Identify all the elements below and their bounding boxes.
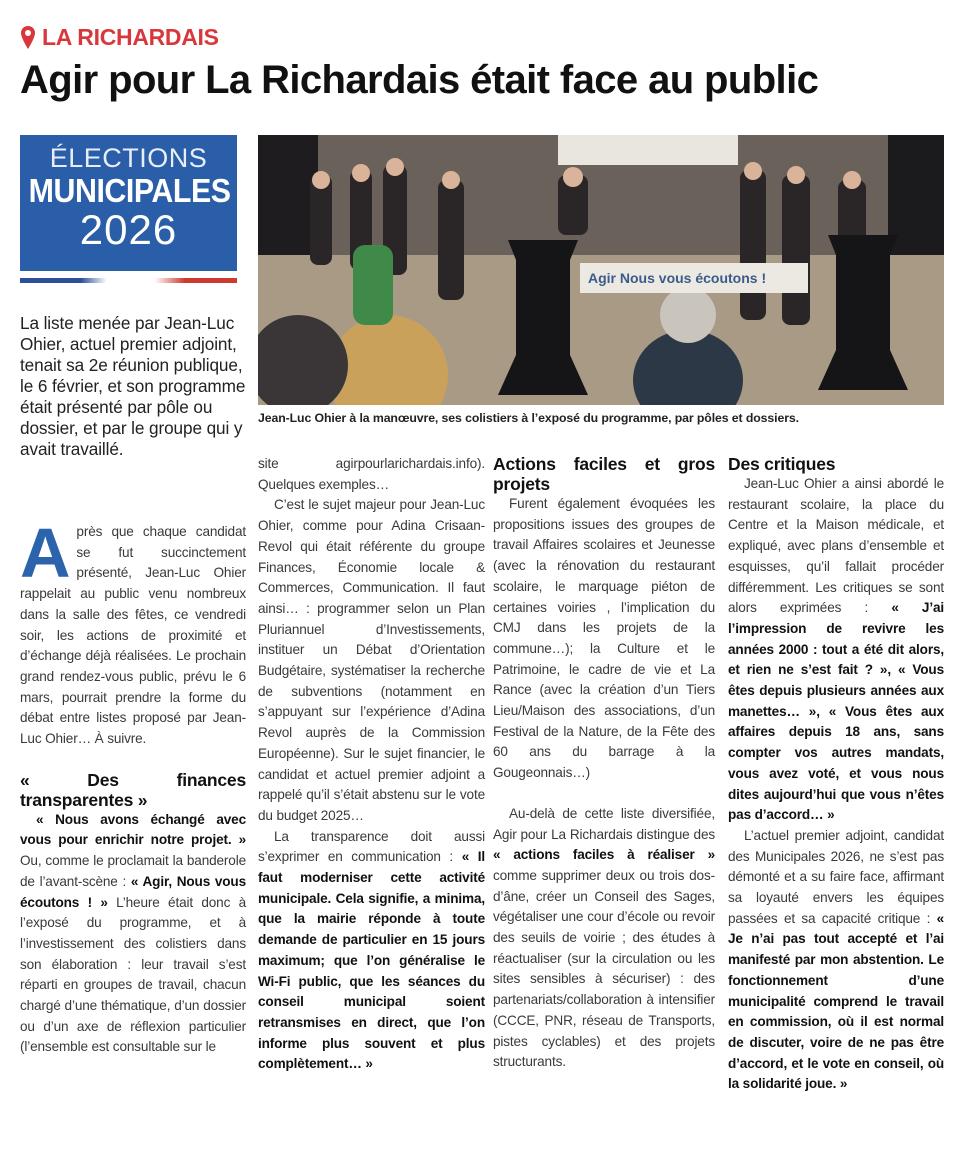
body-paragraph (20, 810, 246, 1058)
body-text: La transparence doit aussi s’exprimer en communication : (258, 828, 485, 865)
map-pin-icon (20, 25, 36, 50)
body-text: L’actuel premier adjoint, candidat des Municipales 2026, ne s’est pas démonté et a su faire face, affirmant sa loyauté envers les équipes passées et sa capacité critique : (728, 827, 944, 926)
article-lead: La liste menée par Jean-Luc Ohier, actuel premier adjoint, tenait sa 2e réunion publique, le 6 février, et son programme était présenté par pôle ou dossier, et par le groupe qui y avait travaillé. (20, 313, 246, 459)
body-text: comme supprimer deux ou trois dos-d’âne, créer un Conseil des Sages, végétaliser une cour d’école ou revoir des seuils de voirie ; des études à réactualiser (sur la circulation ou les sites sensibles à sécuriser) : des partenariats/collaboration à intensifier (CCCE, PNR, réseau de Transports, pistes cyclables) et des projets structurants. (493, 867, 715, 1070)
quote-text: « J’ai l’impression de revivre les années 2000 : tout a été dit alors, et rien ne s’est fait ? », « Vous êtes depuis plusieurs années aux manettes… », « Vous êtes aux affaires depuis 18 ans, sans compter vos autres mandats, vous avez voté, et vous nous dites aujourd’hui que vous n’êtes pas d’accord… » (728, 600, 944, 823)
badge-line1: ÉLECTIONS (49, 143, 208, 173)
section-heading: « Des finances transparentes » (20, 769, 246, 810)
article-column-4 (728, 454, 944, 1095)
article-column-2 (258, 454, 485, 1075)
body-paragraph (258, 495, 485, 826)
quote-text: « Nous avons échangé avec vous pour enrichir notre projet. » (20, 811, 246, 848)
quote-text: « Il faut moderniser cette activité municipale. Cela signifie, a minima, que la mairie réponde à toute demande de particulier en 15 jours maximum; que l’on généralise le Wi-Fi public, que les séances du conseil municipal soient retransmises en direct, que l’on informe plus souvent et plus complètement… » (258, 849, 485, 1072)
paragraph-spacer (493, 784, 715, 804)
photo-caption: Jean-Luc Ohier à la manœuvre, ses colistiers à l’exposé du programme, par pôles et dossiers. (258, 411, 799, 425)
section-heading: Des critiques (728, 454, 836, 474)
headline: Agir pour La Richardais était face au public (20, 58, 819, 102)
quote-text: « Je n’ai pas tout accepté et l’ai manifesté par mon abstention. Le fonctionnement d’une municipalité comprend le travail en commission, où il est normal de discuter, voire de ne pas être d’accord, et le vote en conseil, où la solidarité joue. » (728, 910, 944, 1092)
body-text: Au-delà de cette liste diversifiée, Agir pour La Richardais distingue des (493, 805, 715, 842)
meeting-photo-illustration (258, 135, 944, 405)
body-paragraph (20, 514, 246, 750)
body-text: L’heure était donc à l’exposé du programme, et à l’investissement des colistiers dans son élaboration : leur travail s’est réparti en groupes de travail, chacun chargé d’une thématique, d’un dossier ou d’un axe de réflexion particulier (l’ensemble est consultable sur le (20, 894, 246, 1055)
article-column-3 (493, 454, 715, 1073)
quote-text: « Agir, Nous vous écoutons ! » (20, 873, 246, 910)
badge-line3: 2026 (79, 206, 178, 253)
badge-line2: MUNICIPALES (28, 172, 231, 209)
body-paragraph (493, 494, 715, 784)
body-paragraph (493, 804, 715, 1073)
section-kicker (20, 24, 219, 51)
body-paragraph (728, 474, 944, 826)
article-photo (258, 135, 944, 405)
article-column-1 (20, 514, 246, 1058)
drop-cap: A (20, 514, 71, 592)
tricolor-stripe (20, 278, 237, 283)
body-text: site agirpourlarichardais.info). Quelques exemples… (258, 456, 485, 492)
quote-text: « actions faciles à réaliser » (493, 847, 715, 863)
body-paragraph (728, 826, 944, 1095)
paragraph-spacer (20, 750, 246, 770)
banner-text: Agir Nous vous écoutons ! (588, 270, 767, 286)
body-text: Ou, comme le proclamait la banderole de l’avant-scène : (20, 853, 246, 889)
section-heading: Actions faciles et gros projets (493, 454, 715, 494)
body-text: près que chaque candidat se fut succinctement présenté, Jean-Luc Ohier rappelait au public venu nombreux dans la salle des fêtes, ce vendredi soir, les actions de proximité et d’échange déjà réalisées. Le prochain grand rendez-vous public, prévu le 6 mars, pourrait prendre la forme du débat entre listes proposé par Jean-Luc Ohier… À suivre. (20, 524, 246, 747)
body-text: Furent également évoquées les propositions issues des groupes de travail Affaires scolaires et Jeunesse (avec la rénovation du restaurant scolaire, le marquage piéton de certaines voiries , l’implication du CMJ dans les projets de la commune…); la Culture et le Patrimoine, le cadre de vie et La Rance (avec la création d’un Tiers Lieu/Maison des associations, d’un Festival de la Nature, de la Fête des 60 ans du barrage à la Gougeonnais…) (493, 496, 715, 781)
elections-badge (20, 135, 237, 271)
kicker-label: LA RICHARDAIS (42, 24, 219, 50)
body-paragraph (258, 827, 485, 1075)
body-text: C’est le sujet majeur pour Jean-Luc Ohier, comme pour Adina Crisaan-Revol qui était référente du groupe Finances, Économie locale & Commerces, Communication. Il faut ainsi… : programmer selon un Plan Pluriannuel d’Investissements, instituer un Débat d’Orientation Budgétaire, systématiser la recherche de subventions (notamment en s’appuyant sur l’expérience d’Adina Revol auprès de la Commission Européenne). Sur le sujet financier, le candidat et actuel premier adjoint a rappelé qu’il s’était abstenu sur le vote du budget 2025… (258, 497, 485, 823)
body-paragraph (258, 454, 485, 495)
body-text: Jean-Luc Ohier a ainsi abordé le restaurant scolaire, la place du Centre et la Maison médicale, et expliqué, avec plans d’ensemble et esquisses, qu’il fallait procéder différemment. Les critiques se sont alors exprimées : (728, 476, 944, 616)
